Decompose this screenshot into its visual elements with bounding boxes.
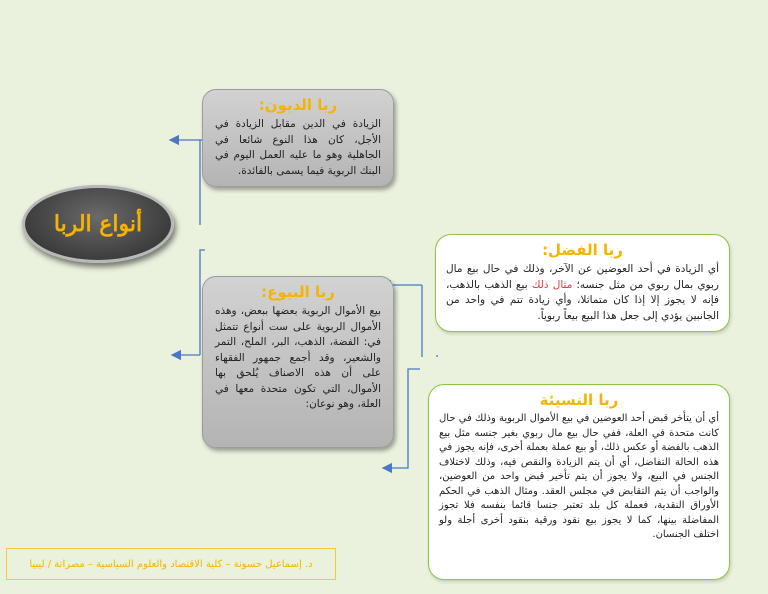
node-body: بيع الأموال الربوية بعضها ببعض، وهذه الأموال الربوية على ست أنواع تتمثل في: الفضة، الذهب، البر، الملح، التمر والشعير، وقد أجمع جمهور الفقهاء على أن هذه الاصناف يُلحق بها الأموال، التي تكون متحدة معها في العلة، وهو نوعان: — [215, 305, 381, 410]
example-highlight: مثال ذلك — [531, 278, 573, 291]
node-riba-fadl — [435, 234, 730, 332]
central-node — [22, 185, 174, 263]
footer-credit — [6, 548, 336, 580]
body-part: أي الزيادة في أحد العوضين عن الآخر، وذلك في حال بيع مال ربوي بمال ربوي من مثل جنسه؛ — [446, 263, 719, 291]
node-title: ربا الديون: — [258, 96, 338, 114]
node-body: الزيادة في الدين مقابل الزيادة في الأجل، كان هذا النوع شائعا في الجاهلية وهو ما عليه العمل اليوم في البنك الربوية فيما يسمى بالفائدة. — [215, 118, 381, 177]
node-body — [446, 262, 719, 324]
node-title: ربا النسيئة — [539, 391, 619, 409]
node-riba-nasia — [428, 384, 730, 580]
body-part: بيع الذهب بالذهب، فإنه لا يجوز إلا إذا كان متماثلا، وأي زيادة تتم في واحد من الجانبين يؤدي إلى جعل هذا البيع بيعاً ربوياً. — [446, 278, 719, 322]
footer-text: د. إسماعيل حسونة – كلية الاقتصاد والعلوم السياسية – مصراتة / ليبيا — [29, 558, 313, 570]
node-title: ربا الفضل: — [542, 241, 623, 259]
central-title: أنواع الربا — [53, 211, 143, 237]
node-riba-debts — [202, 89, 394, 187]
node-body: أي أن يتأخر قبض أحد العوضين في بيع الأموال الربوية وذلك في حال كانت متحدة في العلة، ففي حال بيع مال ربوي بغير جنسه مثل بيع الذهب بالفضة أو عكس ذلك، أو بيع عملة بعملة أخرى، فإنه يجوز في هذه الحالة التفاضل، أي أن يتم الزيادة والنقص فيه، وذلك لاختلاف الجنس في البيع، ولا يجوز أن يتم تأخير قبض واحد من العوضين، والواجب أن يتم التقابض في مجلس العقد. ومثال الذهب في الحكم الأوراق النقدية، فعملة كل بلد تعتبر جنسا قائما بنفسه فلا تجوز المفاضلة بينها، كما لا يجوز بيع نقود ورقية بنقود أخرى أجلة ولو اختلف الجنسان. — [439, 413, 719, 540]
node-riba-sales — [202, 276, 394, 448]
node-title: ربا البيوع: — [261, 283, 335, 301]
